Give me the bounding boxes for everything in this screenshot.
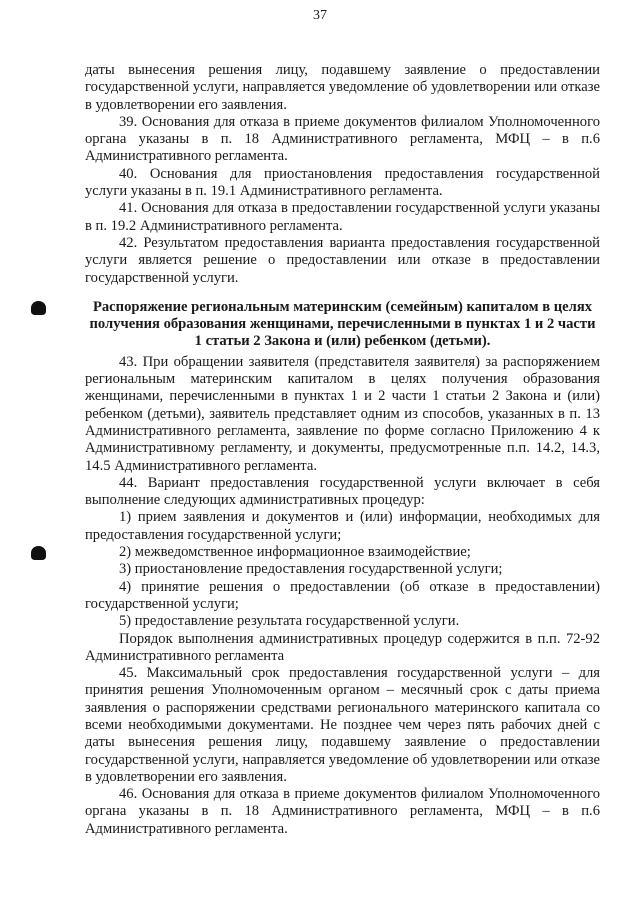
procedure-item-4: 4) принятие решения о предоставлении (об отказе в предоставлении) государственной услуги; bbox=[85, 578, 600, 612]
procedure-item-2: 2) межведомственное информационное взаимодействие; bbox=[119, 544, 471, 561]
page-number: 37 bbox=[313, 8, 327, 23]
paragraph-46: 46. Основания для отказа в приеме документов филиалом Уполномоченного органа указаны в п. 18 Административного регламента, МФЦ – в п.6 Административного регламента. bbox=[85, 786, 600, 837]
section-heading: Распоряжение региональным материнским (семейным) капиталом в целях получения образования женщинами, перечисленными в пунктах 1 и 2 части 1 статьи 2 Закона и (или) ребенком (детьми). bbox=[89, 298, 596, 350]
procedures-order-note: Порядок выполнения административных процедур содержится в п.п. 72-92 Административного регламента bbox=[85, 630, 600, 664]
paragraph-continued: даты вынесения решения лицу, подавшему заявление о предоставлении государственной услуги, направляется уведомление об удовлетворении или отказе в удовлетворении его заявления. bbox=[85, 62, 600, 113]
paragraph-45: 45. Максимальный срок предоставления государственной услуги – для принятия решения Уполномоченным органом – месячный срок с даты приема заявления о распоряжении средствами регионального материнского капитала со всеми необходимыми документами. Не позднее чем через пять рабочих дней с даты вынесения решения лицу, подавшему заявление о предоставлении государственной услуги, направляется уведомление об удовлетворении или отказе в удовлетворении его заявления. bbox=[85, 665, 600, 785]
document-body bbox=[85, 62, 600, 838]
paragraph-40: 40. Основания для приостановления предоставления государственной услуги указаны в п. 19.1 Административного регламента. bbox=[85, 165, 600, 200]
paragraph-42: 42. Результатом предоставления варианта предоставления государственной услуги является решение о предоставлении или отказе в предоставлении государственной услуги. bbox=[85, 234, 600, 286]
procedure-item-5: 5) предоставление результата государственной услуги. bbox=[119, 613, 460, 630]
paragraph-44: 44. Вариант предоставления государственной услуги включает в себя выполнение следующих административных процедур: bbox=[85, 474, 600, 509]
paragraph-43: 43. При обращении заявителя (представителя заявителя) за распоряжением региональным материнским капиталом в целях получения образования женщинами, перечисленными в пунктах 1 и 2 части 1 статьи 2 Закона и (или) ребенком (детьми), заявитель представляет одним из способов, указанных в п. 13 Административного регламента, заявление по форме согласно Приложению 4 к Административному регламенту, и документы, предусмотренные п.п. 14.2, 14.3, 14.5 Административного регламента. bbox=[85, 353, 600, 474]
procedure-item-1: 1) прием заявления и документов и (или) информации, необходимых для предоставления государственной услуги; bbox=[85, 509, 600, 543]
punch-hole-mark bbox=[31, 301, 46, 315]
paragraph-39: 39. Основания для отказа в приеме документов филиалом Уполномоченного органа указаны в п. 18 Административного регламента, МФЦ – в п.6 Административного регламента. bbox=[85, 113, 600, 165]
procedure-item-3: 3) приостановление предоставления государственной услуги; bbox=[119, 561, 503, 578]
punch-hole-mark bbox=[31, 546, 46, 560]
paragraph-41: 41. Основания для отказа в предоставлении государственной услуги указаны в п. 19.2 Административного регламента. bbox=[85, 200, 600, 234]
